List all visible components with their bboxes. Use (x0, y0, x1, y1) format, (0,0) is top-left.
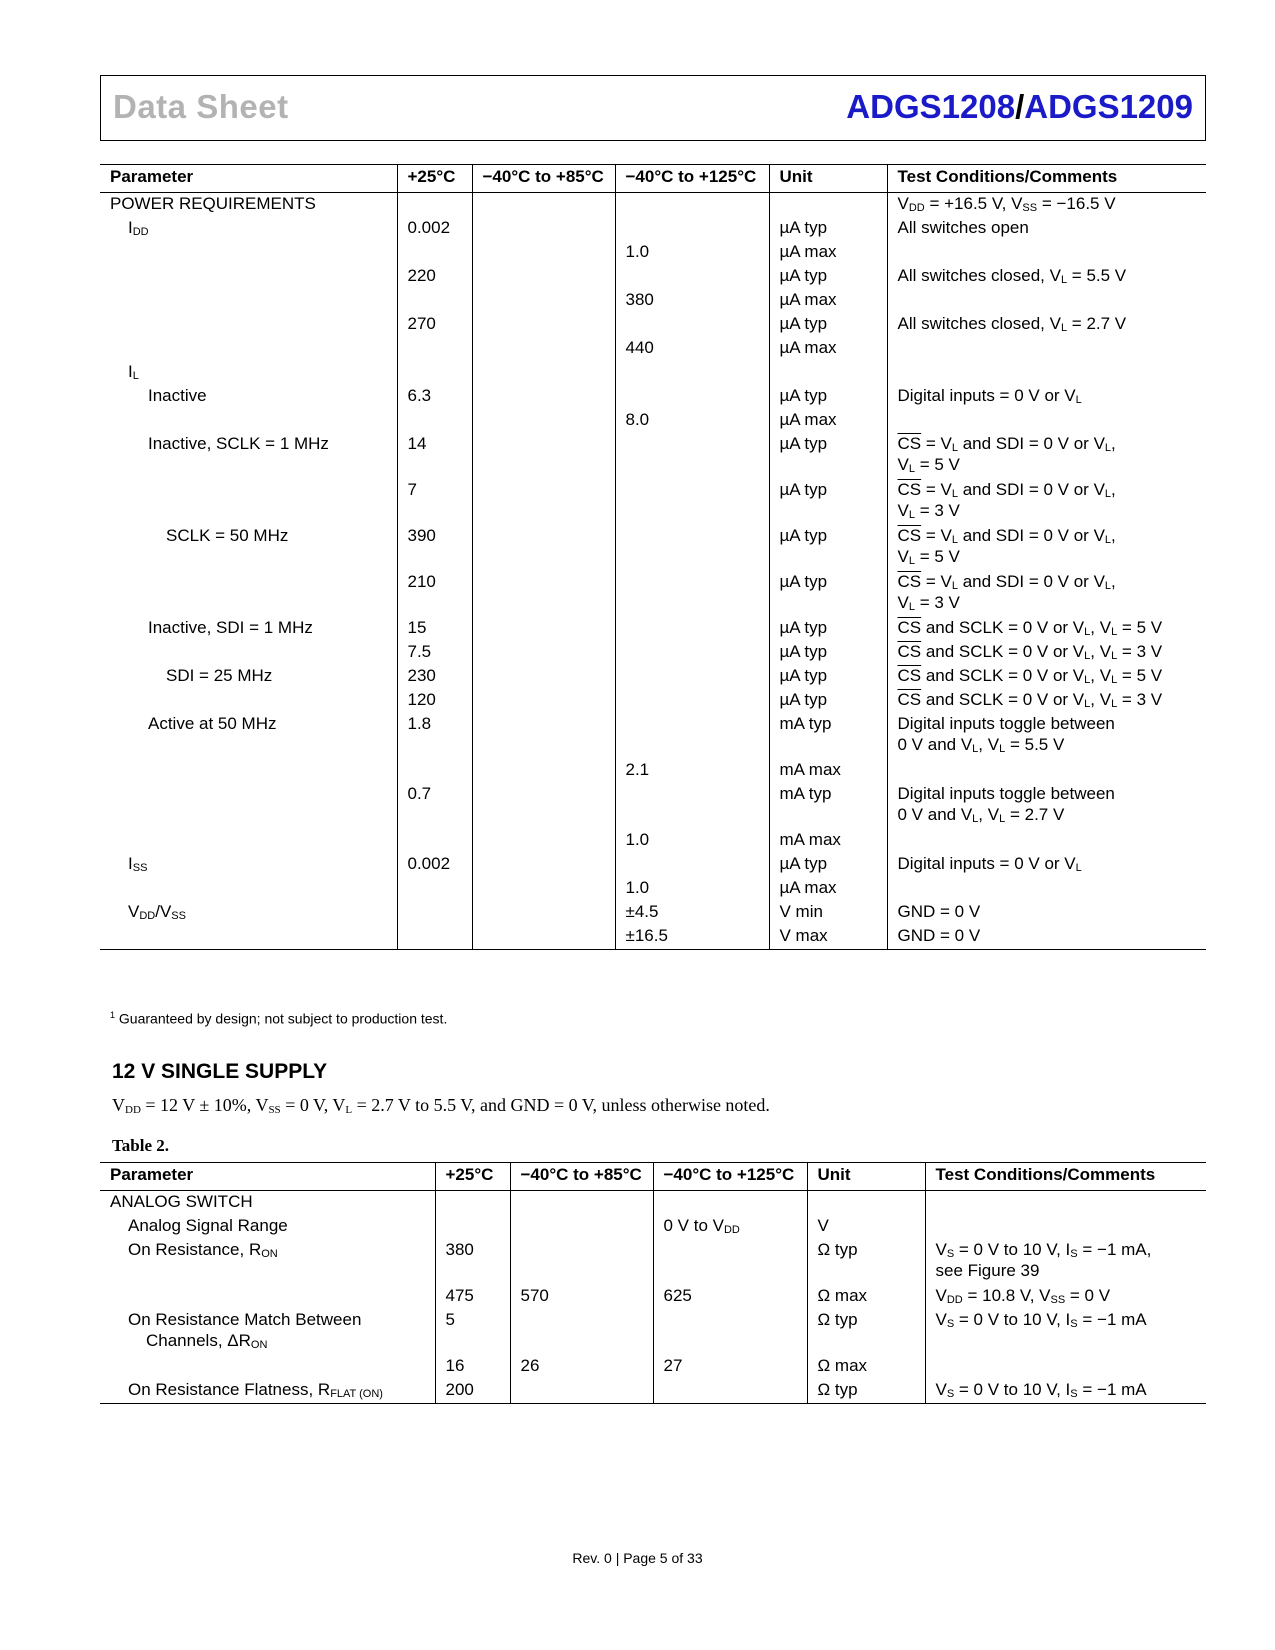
table-row (100, 901, 1206, 925)
table-row (100, 925, 1206, 950)
unit-cell: V max (769, 925, 887, 950)
col-conditions: Test Conditions/Comments (925, 1163, 1206, 1191)
cond-cell: $\overline{CS}$ and SCLK = 0 V or $V_L$, $V_L = 3$ V (887, 689, 1206, 713)
table-row (100, 1215, 1206, 1239)
unit-cell: mA typ (769, 713, 887, 759)
value-cell: 200 (435, 1379, 510, 1404)
cond-cell: Digital inputs = 0 V or $V_L$ (887, 853, 1206, 877)
table-row (100, 617, 1206, 641)
value-cell: 0 V to $V_{DD}$ (653, 1215, 807, 1239)
value-cell: 380 (615, 289, 769, 313)
value-cell: ±4.5 (615, 901, 769, 925)
cond-cell: $V_{DD} = +16.5$ V, $V_{SS} = -16.5$ V (887, 193, 1206, 218)
value-cell: 16 (435, 1355, 510, 1379)
col-unit: Unit (769, 165, 887, 193)
cond-cell: $V_{DD} = 10.8$ V, $V_{SS} = 0$ V (925, 1285, 1206, 1309)
param-cell: SDI = 25 MHz (166, 666, 273, 685)
unit-cell: µA typ (769, 617, 887, 641)
cond-cell: All switches closed, $V_L = 5.5$ V (887, 265, 1206, 289)
table-row (100, 641, 1206, 665)
value-cell: 625 (653, 1285, 807, 1309)
table-row (100, 313, 1206, 337)
col-125c: −40°C to +125°C (615, 165, 769, 193)
table-row (100, 713, 1206, 759)
value-cell: 210 (397, 571, 472, 617)
cond-cell: $V_S = 0$ V to 10 V, $I_S = -1$ mA (925, 1309, 1206, 1355)
param-cell: $I_L$ (128, 362, 139, 382)
table-row (100, 385, 1206, 409)
page-footer: Rev. 0 | Page 5 of 33 (572, 1550, 703, 1566)
cond-cell: $V_S = 0$ V to 10 V, $I_S = -1$ mA, see Figure 39 (925, 1239, 1206, 1285)
cond-cell: $V_S = 0$ V to 10 V, $I_S = -1$ mA (925, 1379, 1206, 1404)
table-row (100, 241, 1206, 265)
col-parameter: Parameter (100, 165, 397, 193)
unit-cell: mA max (769, 829, 887, 853)
header-right-title (846, 88, 1193, 126)
value-cell: 1.0 (615, 829, 769, 853)
unit-cell: µA max (769, 409, 887, 433)
value-cell: 570 (510, 1285, 653, 1309)
table-row (100, 759, 1206, 783)
table-header-row (100, 1163, 1206, 1191)
value-cell: 390 (397, 525, 472, 571)
unit-cell: µA typ (769, 385, 887, 409)
unit-cell: µA typ (769, 665, 887, 689)
value-cell: 5 (435, 1309, 510, 1355)
part-separator: / (1015, 88, 1025, 125)
param-cell: ANALOG SWITCH (110, 1192, 253, 1211)
unit-cell: µA max (769, 241, 887, 265)
value-cell: 0.7 (397, 783, 472, 829)
value-cell: 1.0 (615, 877, 769, 901)
param-cell: POWER REQUIREMENTS (110, 194, 316, 213)
cond-cell: $\overline{CS} = V_L$ and SDI = 0 V or $V_L$, $V_L = 5$ V (887, 525, 1206, 571)
unit-cell: Ω typ (807, 1379, 925, 1404)
cond-cell: $\overline{CS}$ and SCLK = 0 V or $V_L$, $V_L = 5$ V (887, 665, 1206, 689)
single-supply-table (100, 1162, 1206, 1404)
table-row (100, 409, 1206, 433)
supply-conditions: $V_{DD} = 12$ V ± 10%, $V_{SS} = 0$ V, $V_L = 2.7$ V to 5.5 V, and GND = 0 V, unless otherwise noted. (112, 1095, 770, 1116)
cond-cell: Digital inputs = 0 V or $V_L$ (887, 385, 1206, 409)
unit-cell: Ω typ (807, 1309, 925, 1355)
cond-cell: GND = 0 V (887, 901, 1206, 925)
value-cell: 7.5 (397, 641, 472, 665)
unit-cell: µA typ (769, 313, 887, 337)
col-85c: −40°C to +85°C (510, 1163, 653, 1191)
param-cell: $I_{DD}$ (128, 218, 149, 238)
value-cell: 440 (615, 337, 769, 361)
unit-cell: µA typ (769, 571, 887, 617)
table-row (100, 689, 1206, 713)
footnote: $^1$ Guaranteed by design; not subject to production test. (110, 1010, 448, 1027)
unit-cell: V min (769, 901, 887, 925)
table-row (100, 1191, 1206, 1216)
value-cell: 15 (397, 617, 472, 641)
param-cell: $V_{DD}/V_{SS}$ (128, 902, 186, 922)
cond-cell: $\overline{CS} = V_L$ and SDI = 0 V or $V_L$, $V_L = 5$ V (887, 433, 1206, 479)
table-row (100, 525, 1206, 571)
cond-cell: $\overline{CS} = V_L$ and SDI = 0 V or $V_L$, $V_L = 3$ V (887, 479, 1206, 525)
unit-cell: Ω typ (807, 1239, 925, 1285)
value-cell: 27 (653, 1355, 807, 1379)
param-cell: Active at 50 MHz (148, 714, 277, 733)
table-row (100, 193, 1206, 218)
value-cell: 8.0 (615, 409, 769, 433)
col-125c: −40°C to +125°C (653, 1163, 807, 1191)
value-cell: 475 (435, 1285, 510, 1309)
param-cell: $I_{SS}$ (128, 854, 148, 874)
unit-cell: µA typ (769, 479, 887, 525)
value-cell: ±16.5 (615, 925, 769, 950)
value-cell: 6.3 (397, 385, 472, 409)
value-cell: 7 (397, 479, 472, 525)
col-85c: −40°C to +85°C (472, 165, 615, 193)
value-cell: 270 (397, 313, 472, 337)
table-header-row (100, 165, 1206, 193)
unit-cell: mA max (769, 759, 887, 783)
cond-cell: $\overline{CS} = V_L$ and SDI = 0 V or $V_L$, $V_L = 3$ V (887, 571, 1206, 617)
unit-cell: µA typ (769, 433, 887, 479)
col-parameter: Parameter (100, 1163, 435, 1191)
table-row (100, 829, 1206, 853)
unit-cell: mA typ (769, 783, 887, 829)
table-row (100, 1379, 1206, 1404)
unit-cell: µA typ (769, 689, 887, 713)
power-requirements-table (100, 164, 1206, 950)
value-cell: 14 (397, 433, 472, 479)
cond-cell: $\overline{CS}$ and SCLK = 0 V or $V_L$, $V_L = 5$ V (887, 617, 1206, 641)
col-25c: +25°C (397, 165, 472, 193)
param-cell: Inactive, SDI = 1 MHz (148, 618, 313, 637)
param-cell: SCLK = 50 MHz (166, 526, 289, 545)
table-row (100, 1239, 1206, 1285)
cond-cell: All switches open (887, 217, 1206, 241)
table-row (100, 337, 1206, 361)
cond-cell: GND = 0 V (887, 925, 1206, 950)
table-row (100, 571, 1206, 617)
table-row (100, 1355, 1206, 1379)
param-cell: On Resistance Flatness, $R_{FLAT (ON)}$ (100, 1379, 435, 1404)
cond-cell: All switches closed, $V_L = 2.7$ V (887, 313, 1206, 337)
col-conditions: Test Conditions/Comments (887, 165, 1206, 193)
param-cell: Inactive, SCLK = 1 MHz (148, 434, 329, 453)
unit-cell: V (807, 1215, 925, 1239)
header-left-title: Data Sheet (113, 88, 289, 125)
page-header (100, 75, 1206, 141)
table-row (100, 265, 1206, 289)
value-cell: 120 (397, 689, 472, 713)
value-cell: 230 (397, 665, 472, 689)
table-row (100, 1309, 1206, 1355)
table-row (100, 665, 1206, 689)
unit-cell: µA max (769, 877, 887, 901)
table-row (100, 433, 1206, 479)
table-row (100, 289, 1206, 313)
table-row (100, 783, 1206, 829)
unit-cell: µA typ (769, 641, 887, 665)
value-cell: 2.1 (615, 759, 769, 783)
unit-cell: Ω max (807, 1285, 925, 1309)
unit-cell: µA max (769, 289, 887, 313)
param-cell: Analog Signal Range (128, 1216, 288, 1235)
value-cell: 26 (510, 1355, 653, 1379)
table-row (100, 479, 1206, 525)
value-cell: 380 (435, 1239, 510, 1285)
table-row (100, 853, 1206, 877)
table-label: Table 2. (112, 1136, 170, 1155)
param-cell: Inactive (148, 386, 207, 405)
param-cell: On Resistance Match Between Channels, $\Delta R_{ON}$ (128, 1310, 362, 1351)
table-row (100, 877, 1206, 901)
value-cell: 0.002 (397, 217, 472, 241)
value-cell: 0.002 (397, 853, 472, 877)
col-25c: +25°C (435, 1163, 510, 1191)
cond-cell: Digital inputs toggle between 0 V and $V_L$, $V_L = 5.5$ V (887, 713, 1206, 759)
table-row (100, 1285, 1206, 1309)
table-row (100, 361, 1206, 385)
part-link-adgs1208[interactable]: ADGS1208 (846, 88, 1016, 125)
value-cell: 1.0 (615, 241, 769, 265)
unit-cell: µA max (769, 337, 887, 361)
unit-cell: µA typ (769, 265, 887, 289)
unit-cell: µA typ (769, 525, 887, 571)
cond-cell: $\overline{CS}$ and SCLK = 0 V or $V_L$, $V_L = 3$ V (887, 641, 1206, 665)
unit-cell: Ω max (807, 1355, 925, 1379)
col-unit: Unit (807, 1163, 925, 1191)
cond-cell: Digital inputs toggle between 0 V and $V_L$, $V_L = 2.7$ V (887, 783, 1206, 829)
unit-cell: µA typ (769, 217, 887, 241)
unit-cell: µA typ (769, 853, 887, 877)
table-row (100, 217, 1206, 241)
part-link-adgs1209[interactable]: ADGS1209 (1024, 88, 1193, 125)
value-cell: 1.8 (397, 713, 472, 759)
value-cell: 220 (397, 265, 472, 289)
section-title: 12 V SINGLE SUPPLY (112, 1060, 328, 1083)
param-cell: On Resistance, $R_{ON}$ (128, 1240, 278, 1260)
